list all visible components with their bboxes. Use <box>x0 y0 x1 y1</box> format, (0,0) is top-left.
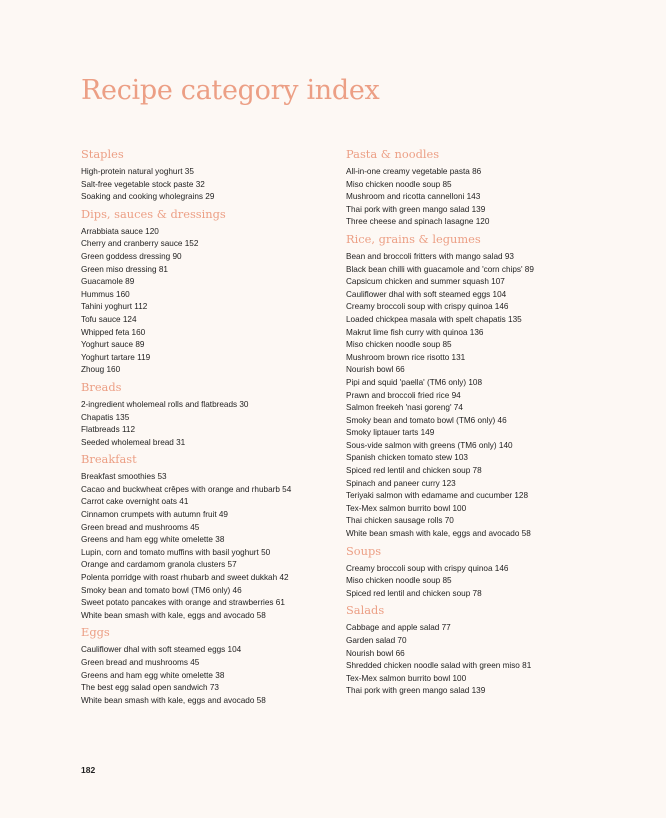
index-section <box>346 544 586 601</box>
index-entry: Cherry and cranberry sauce 152 <box>81 239 199 249</box>
section-heading: Breakfast <box>81 452 137 467</box>
index-entry: Guacamole 89 <box>81 277 135 287</box>
index-entry: Capsicum chicken and summer squash 107 <box>346 277 505 287</box>
index-entry: Green goddess dressing 90 <box>81 251 182 261</box>
index-entry: Zhoug 160 <box>81 365 121 375</box>
index-entry: Tex-Mex salmon burrito bowl 100 <box>346 503 467 513</box>
index-entry: Arrabbiata sauce 120 <box>81 226 159 236</box>
index-entry: Salt-free vegetable stock paste 32 <box>81 179 205 189</box>
index-entry: Seeded wholemeal bread 31 <box>81 437 186 447</box>
index-entry: Soaking and cooking wholegrains 29 <box>81 192 215 202</box>
section-heading: Rice, grains & legumes <box>346 231 481 246</box>
index-section <box>81 452 329 622</box>
right-column <box>346 147 586 701</box>
entry-list <box>81 166 329 204</box>
entry-list <box>346 166 586 229</box>
index-entry: Lupin, corn and tomato muffins with basil yoghurt 50 <box>81 547 271 557</box>
entry-list <box>81 399 329 449</box>
index-entry: Cabbage and apple salad 77 <box>346 623 451 633</box>
index-entry: Pipi and squid 'paella' (TM6 only) 108 <box>346 377 483 387</box>
index-entry: Whipped feta 160 <box>81 327 146 337</box>
section-heading: Eggs <box>81 625 110 640</box>
index-section <box>81 380 329 449</box>
index-entry: Yoghurt sauce 89 <box>81 340 145 350</box>
index-entry: Mushroom and ricotta cannelloni 143 <box>346 192 481 202</box>
index-entry: Bean and broccoli fritters with mango salad 93 <box>346 251 514 261</box>
index-entry: Garden salad 70 <box>346 636 407 645</box>
index-section <box>346 603 586 698</box>
index-entry: All-in-one creamy vegetable pasta 86 <box>346 167 482 176</box>
section-heading: Breads <box>81 379 122 394</box>
section-heading: Dips, sauces & dressings <box>81 206 226 221</box>
index-entry: Prawn and broccoli fried rice 94 <box>346 390 461 400</box>
index-section <box>346 147 586 229</box>
index-entry: Smoky liptauer tarts 149 <box>346 428 435 438</box>
index-entry: Smoky bean and tomato bowl (TM6 only) 46 <box>81 585 242 595</box>
index-entry: Tofu sauce 124 <box>81 314 137 324</box>
index-entry: Tex-Mex salmon burrito bowl 100 <box>346 673 467 683</box>
index-entry: Spiced red lentil and chicken soup 78 <box>346 588 482 598</box>
section-heading: Soups <box>346 543 382 558</box>
index-entry: Flatbreads 112 <box>81 425 136 435</box>
entry-list <box>81 644 329 707</box>
section-heading: Pasta & noodles <box>346 147 440 161</box>
index-entry: Green bread and mushrooms 45 <box>81 522 200 532</box>
index-entry: Salmon freekeh 'nasi goreng' 74 <box>346 403 463 413</box>
entry-list <box>81 471 329 622</box>
index-entry: Spiced red lentil and chicken soup 78 <box>346 466 482 476</box>
index-entry: Tahini yoghurt 112 <box>81 302 148 312</box>
index-entry: Hummus 160 <box>81 289 130 299</box>
index-entry: Miso chicken noodle soup 85 <box>346 179 452 189</box>
index-entry: Cauliflower dhal with soft steamed eggs 104 <box>346 289 507 299</box>
index-entry: Black bean chilli with guacamole and 'corn chips' 89 <box>346 264 534 274</box>
left-column <box>81 147 329 710</box>
index-entry: Polenta porridge with roast rhubarb and sweet dukkah 42 <box>81 573 289 583</box>
index-entry: Thai chicken sausage rolls 70 <box>346 516 454 526</box>
index-entry: Miso chicken noodle soup 85 <box>346 340 452 350</box>
index-entry: Sweet potato pancakes with orange and strawberries 61 <box>81 598 285 608</box>
page-title: Recipe category index <box>81 75 380 106</box>
index-entry: Greens and ham egg white omelette 38 <box>81 670 225 680</box>
index-entry: Spinach and paneer curry 123 <box>346 478 456 488</box>
index-entry: The best egg salad open sandwich 73 <box>81 683 219 693</box>
index-entry: Greens and ham egg white omelette 38 <box>81 535 225 545</box>
section-heading: Salads <box>346 603 385 618</box>
index-entry: Loaded chickpea masala with spelt chapatis 135 <box>346 314 522 324</box>
index-entry: Cauliflower dhal with soft steamed eggs 104 <box>81 645 242 655</box>
index-entry: Creamy broccoli soup with crispy quinoa 146 <box>346 302 509 312</box>
index-entry: Mushroom brown rice risotto 131 <box>346 352 466 362</box>
index-entry: White bean smash with kale, eggs and avocado 58 <box>81 610 266 620</box>
entry-list <box>81 226 329 377</box>
index-entry: Orange and cardamom granola clusters 57 <box>81 560 237 570</box>
index-entry: White bean smash with kale, eggs and avocado 58 <box>81 695 266 705</box>
index-entry: Chapatis 135 <box>81 412 130 422</box>
index-entry: Spanish chicken tomato stew 103 <box>346 453 468 463</box>
entry-list <box>346 622 586 698</box>
index-entry: Thai pork with green mango salad 139 <box>346 204 486 214</box>
index-entry: Cinnamon crumpets with autumn fruit 49 <box>81 510 228 520</box>
index-entry: Nourish bowl 66 <box>346 648 405 658</box>
index-entry: Sous-vide salmon with greens (TM6 only) 140 <box>346 440 513 450</box>
entry-list <box>346 563 586 601</box>
index-section <box>81 207 329 377</box>
index-entry: Thai pork with green mango salad 139 <box>346 686 486 696</box>
index-entry: Shredded chicken noodle salad with green miso 81 <box>346 661 532 671</box>
index-entry: Teriyaki salmon with edamame and cucumber 128 <box>346 491 529 501</box>
index-entry: High-protein natural yoghurt 35 <box>81 167 194 176</box>
index-entry: 2-ingredient wholemeal rolls and flatbreads 30 <box>81 399 249 409</box>
index-section <box>346 232 586 541</box>
index-entry: Nourish bowl 66 <box>346 365 405 375</box>
index-entry: Yoghurt tartare 119 <box>81 352 151 362</box>
entry-list <box>346 251 586 541</box>
section-heading: Staples <box>81 147 124 161</box>
index-entry: Makrut lime fish curry with quinoa 136 <box>346 327 484 337</box>
index-entry: Green miso dressing 81 <box>81 264 168 274</box>
index-section <box>81 625 329 707</box>
index-entry: Breakfast smoothies 53 <box>81 472 167 482</box>
index-entry: Cacao and buckwheat crêpes with orange and rhubarb 54 <box>81 484 292 494</box>
index-entry: Miso chicken noodle soup 85 <box>346 576 452 586</box>
index-entry: White bean smash with kale, eggs and avocado 58 <box>346 529 531 539</box>
page-number: 182 <box>81 765 96 775</box>
index-entry: Green bread and mushrooms 45 <box>81 658 200 667</box>
index-section <box>81 147 329 204</box>
index-entry: Creamy broccoli soup with crispy quinoa 146 <box>346 563 509 573</box>
index-entry: Three cheese and spinach lasagne 120 <box>346 217 490 227</box>
index-entry: Smoky bean and tomato bowl (TM6 only) 46 <box>346 415 507 425</box>
index-entry: Carrot cake overnight oats 41 <box>81 497 189 507</box>
